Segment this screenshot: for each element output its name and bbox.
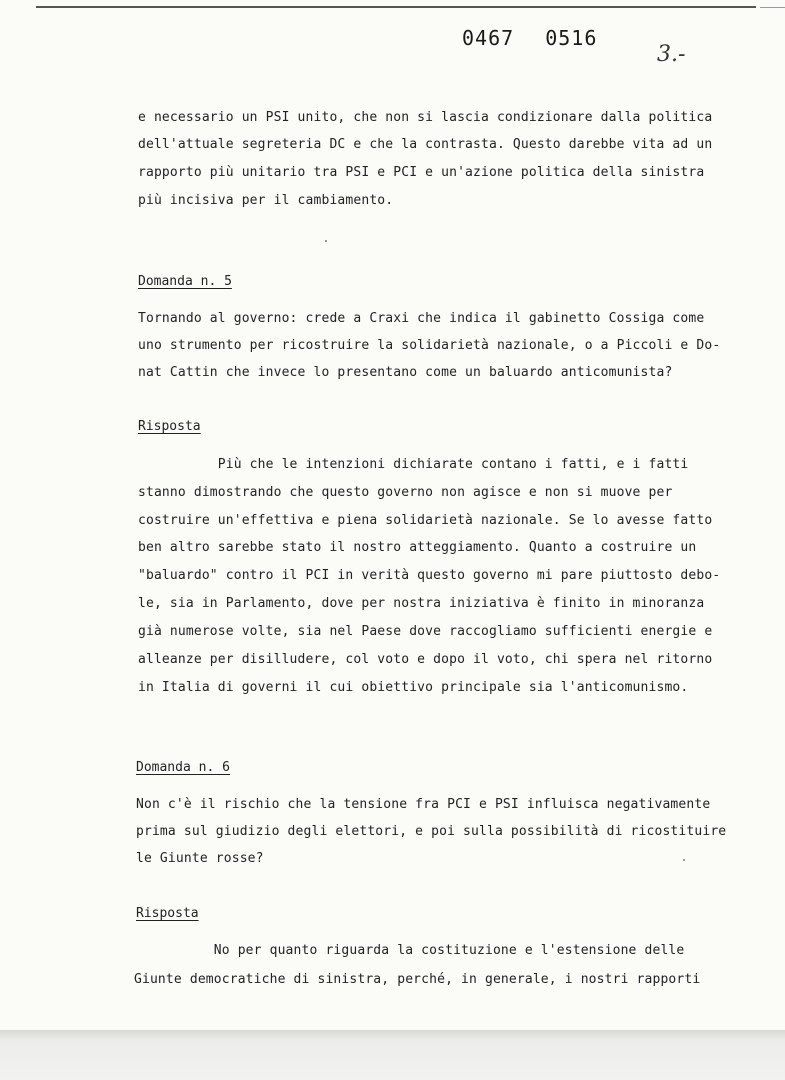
answer-5-line: alleanze per disilludere, col voto e dopo il voto, chi spera nel ritorno [138, 652, 713, 667]
answer-5-line: le, sia in Parlamento, dove per nostra iniziativa è finito in minoranza [138, 596, 705, 611]
answer-5-heading: Risposta [138, 419, 201, 434]
question-5-heading: Domanda n. 5 [138, 274, 232, 289]
paper-speck [683, 859, 685, 861]
question-6-line: Non c'è il rischio che la tensione fra PCI e PSI influisca negativamente [136, 797, 711, 812]
top-border-line-right [760, 7, 785, 8]
answer-6-line: No per quanto riguarda la costituzione e l'estensione delle [134, 943, 685, 958]
intro-line: rapporto più unitario tra PSI e PCI e un'azione politica della sinistra [138, 165, 705, 180]
handwritten-page-number: 3.- [657, 42, 686, 67]
answer-5-line: ben altro sarebbe stato il nostro atteggiamento. Quanto a costruire un [138, 540, 697, 555]
answer-5-line: già numerose volte, sia nel Paese dove raccogliamo sufficienti energie e [138, 624, 713, 639]
question-6-heading: Domanda n. 6 [136, 760, 230, 775]
intro-line: dell'attuale segreteria DC e che la contrasta. Questo darebbe vita ad un [138, 137, 713, 152]
document-number: 0467 0516 [462, 26, 598, 50]
page-bottom-edge [0, 1030, 785, 1080]
question-6-line: prima sul giudizio degli elettori, e poi sulla possibilità di ricostituire [136, 824, 727, 839]
intro-line: più incisiva per il cambiamento. [138, 193, 394, 208]
answer-5-line: costruire un'effettiva e piena solidarietà nazionale. Se lo avesse fatto [138, 513, 713, 528]
question-5-line: uno strumento per ricostruire la solidarietà nazionale, o a Piccoli e Do- [138, 338, 721, 353]
answer-5-line: in Italia di governi il cui obiettivo principale sia l'anticomunismo. [138, 680, 689, 695]
question-5-line: nat Cattin che invece lo presentano come un baluardo anticomunista? [138, 365, 673, 380]
answer-6-line: Giunte democratiche di sinistra, perché, in generale, i nostri rapporti [134, 972, 701, 987]
answer-6-heading: Risposta [136, 906, 199, 921]
answer-5-line: Più che le intenzioni dichiarate contano i fatti, e i fatti [138, 457, 689, 472]
top-border-line [36, 6, 756, 8]
paper-speck [325, 240, 327, 242]
intro-line: e necessario un PSI unito, che non si lascia condizionare dalla politica [138, 110, 713, 125]
question-5-line: Tornando al governo: crede a Craxi che indica il gabinetto Cossiga come [138, 311, 705, 326]
answer-5-line: "baluardo" contro il PCI in verità questo governo mi pare piuttosto debo- [138, 568, 721, 583]
answer-5-line: stanno dimostrando che questo governo non agisce e non si muove per [138, 485, 673, 500]
question-6-line: le Giunte rosse? [136, 851, 264, 866]
